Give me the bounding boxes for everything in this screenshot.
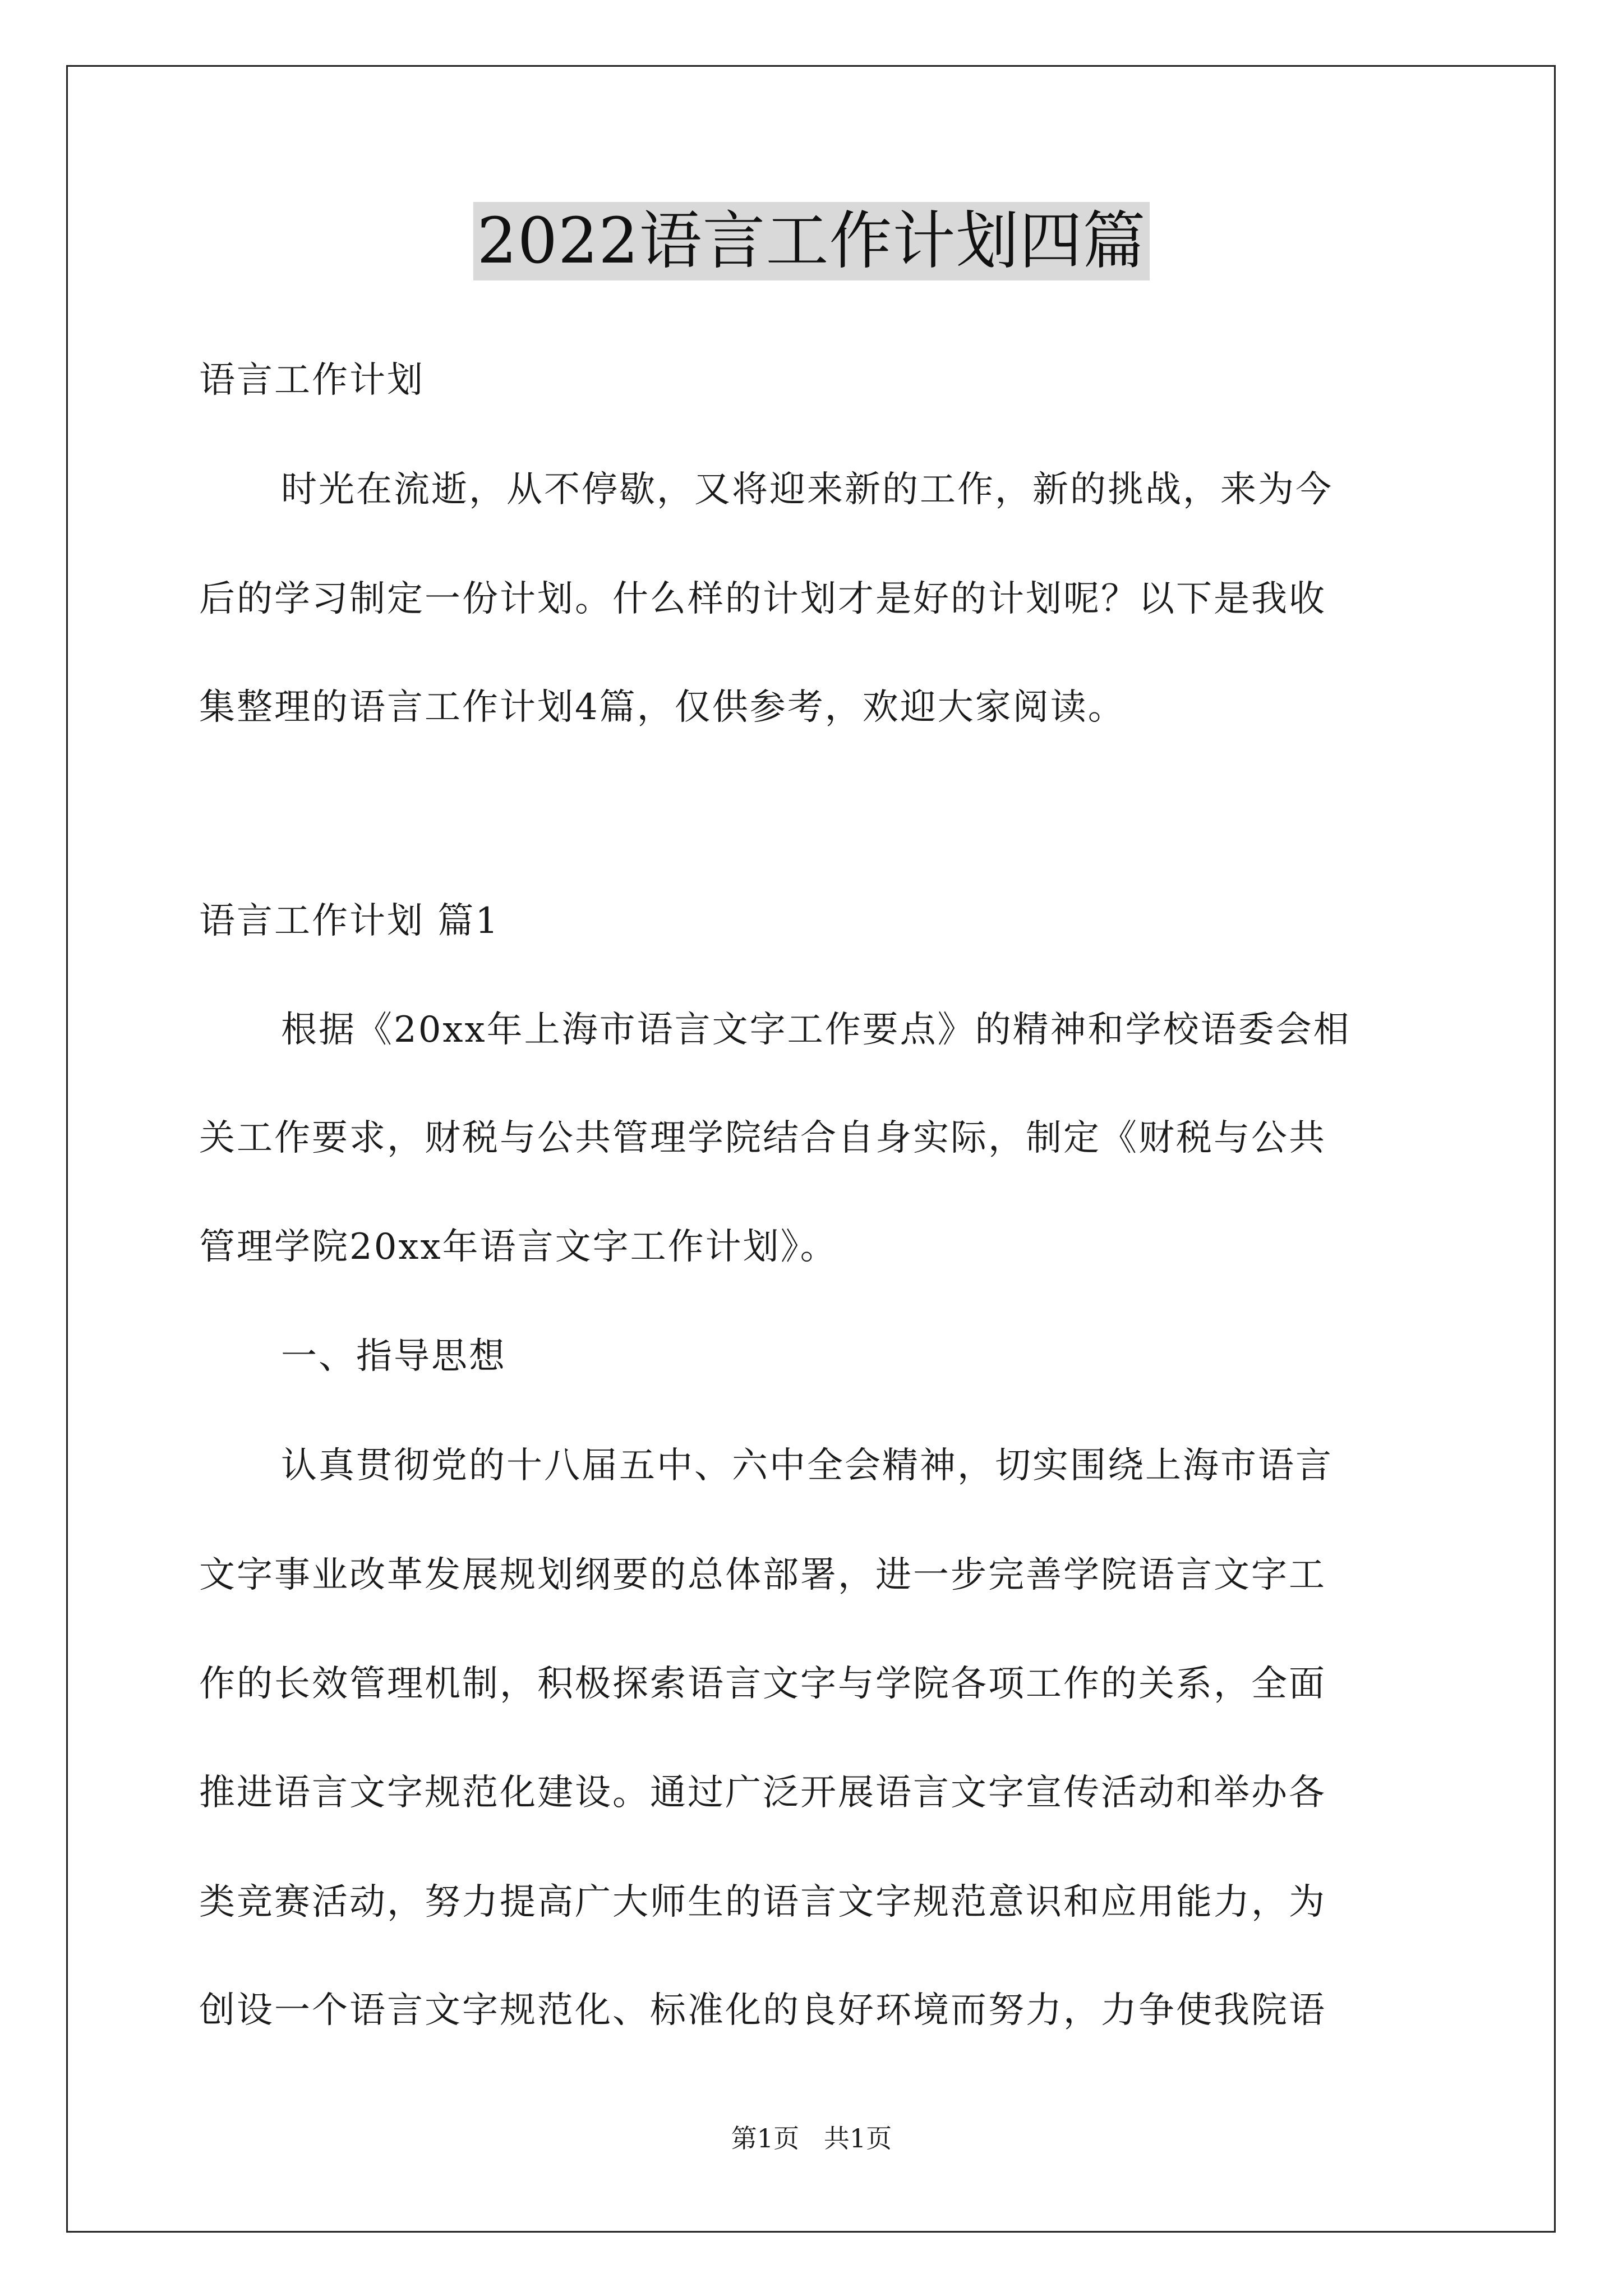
subsection-heading: 一、指导思想 — [281, 1336, 506, 1377]
paragraph-line: 推进语言文字规范化建设。通过广泛开展语言文字宣传活动和举办各 — [199, 1772, 1326, 1814]
paragraph-line: 类竞赛活动，努力提高广大师生的语言文字规范意识和应用能力，为 — [199, 1881, 1326, 1923]
section-heading: 语言工作计划 篇1 — [199, 900, 500, 942]
paragraph-line: 认真贯彻党的十八届五中、六中全会精神，切实围绕上海市语言 — [281, 1445, 1333, 1487]
page-footer: 第1页 共1页 — [731, 2123, 892, 2154]
section-heading: 语言工作计划 — [199, 360, 425, 401]
paragraph-line: 文字事业改革发展规划纲要的总体部署，进一步完善学院语言文字工 — [199, 1554, 1326, 1596]
paragraph-line: 作的长效管理机制，积极探索语言文字与学院各项工作的关系，全面 — [199, 1663, 1326, 1705]
paragraph-line: 创设一个语言文字规范化、标准化的良好环境而努力，力争使我院语 — [199, 1990, 1326, 2031]
document-title: 2022语言工作计划四篇 — [473, 202, 1149, 280]
paragraph-line: 管理学院20xx年语言文字工作计划》。 — [199, 1226, 838, 1268]
paragraph-line: 时光在流逝，从不停歇，又将迎来新的工作，新的挑战，来为今 — [281, 469, 1333, 510]
title-container — [0, 202, 1623, 280]
paragraph-line: 集整理的语言工作计划4篇，仅供参考，欢迎大家阅读。 — [199, 687, 1126, 728]
paragraph-line: 关工作要求，财税与公共管理学院结合自身实际，制定《财税与公共 — [199, 1117, 1326, 1159]
paragraph-line: 根据《20xx年上海市语言文字工作要点》的精神和学校语委会相 — [281, 1009, 1351, 1051]
paragraph-line: 后的学习制定一份计划。什么样的计划才是好的计划呢？以下是我收 — [199, 578, 1326, 620]
